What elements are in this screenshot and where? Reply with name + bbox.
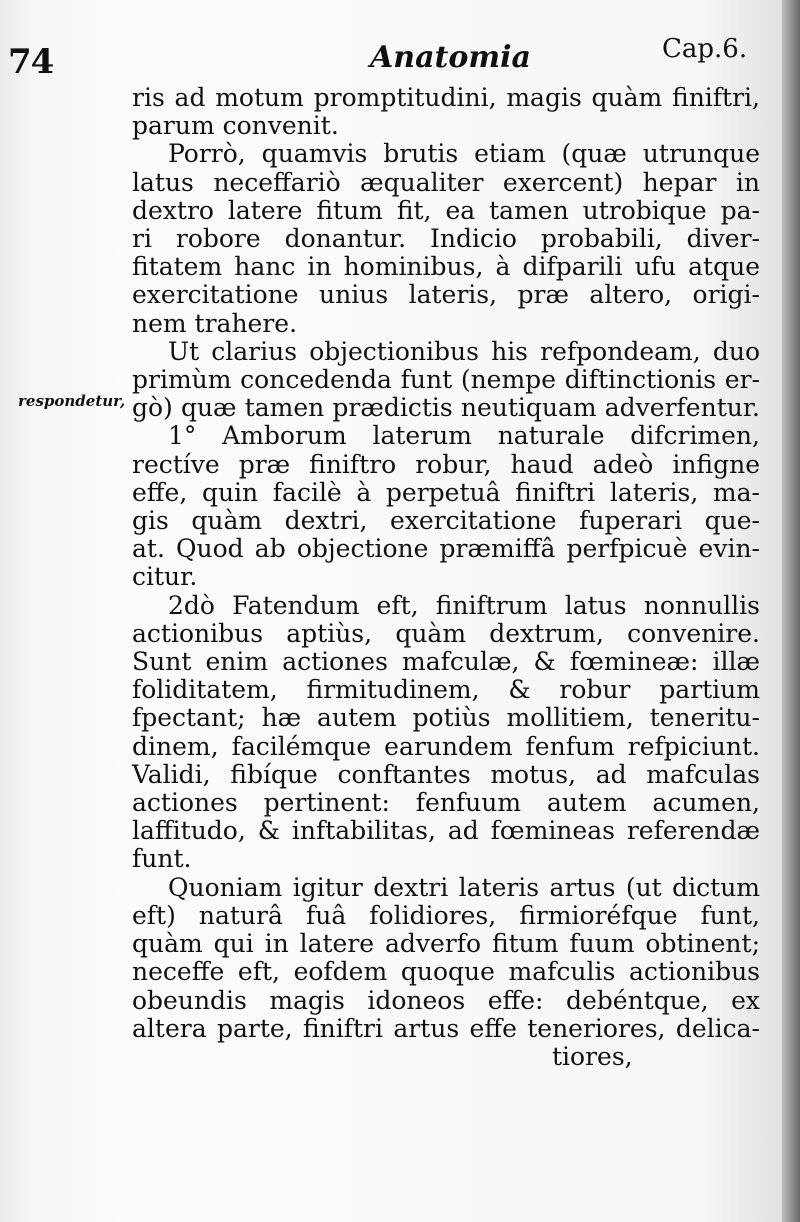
- text-line: dextro latere fitum fit, ea tamen utrobique pa-: [132, 195, 760, 225]
- text-line: neceffe eft, eofdem quoque mafculis actionibus: [132, 957, 760, 987]
- text-line: gis quàm dextri, exercitatione fuperari que-: [132, 506, 760, 536]
- running-title: Anatomia: [370, 40, 531, 75]
- text-line: primùm concedenda funt (nempe diftinctionis er-: [132, 365, 760, 395]
- text-line: altera parte, finiftri artus effe teneriores, delica-: [132, 1013, 760, 1043]
- text-line: funt.: [132, 844, 192, 874]
- text-line: at. Quod ab objectione præmiffâ perfpicuè evin-: [132, 534, 760, 564]
- text-line: Sunt enim actiones mafculæ, & fœmineæ: illæ: [132, 647, 760, 677]
- text-line: quàm qui in latere adverfo fitum fuum obtinent;: [132, 929, 760, 959]
- text-line: obeundis magis idoneos effe: debéntque, ex: [132, 985, 760, 1015]
- text-line: effe, quin facilè à perpetuâ finiftri lateris, ma-: [132, 477, 760, 507]
- chapter-label: Cap.6.: [662, 34, 748, 64]
- margin-note: respondetur,: [18, 392, 126, 410]
- page-gutter-shadow: [782, 0, 800, 1222]
- text-line: actionibus aptiùs, quàm dextrum, convenire.: [132, 618, 760, 648]
- text-line: Quoniam igitur dextri lateris artus (ut dictum: [168, 872, 760, 902]
- text-line: 2dò Fatendum eft, finiftrum latus nonnullis: [168, 590, 760, 620]
- body-text: [132, 84, 760, 1071]
- text-line: Validi, fibíque conftantes motus, ad mafculas: [132, 759, 760, 789]
- text-line: parum convenit.: [132, 111, 339, 141]
- catchword: tiores,: [552, 1041, 633, 1071]
- text-line: latus neceffariò æqualiter exercent) hepar in: [132, 167, 760, 197]
- text-line: nem trahere.: [132, 308, 298, 338]
- text-line: fpectant; hæ autem potiùs mollitiem, teneritu-: [132, 703, 760, 733]
- text-line: eft) naturâ fuâ folidiores, firmioréfque funt,: [132, 900, 760, 930]
- text-line: Ut clarius objectionibus his refpondeam, duo: [168, 336, 760, 366]
- text-line: citur.: [132, 562, 198, 592]
- text-line: exercitatione unius lateris, præ altero, origi-: [132, 280, 760, 310]
- text-line: fitatem hanc in hominibus, à difparili ufu atque: [132, 252, 760, 282]
- text-line: 1° Amborum laterum naturale difcrimen,: [168, 421, 760, 451]
- text-line: gò) quæ tamen prædictis neutiquam adverfentur.: [132, 393, 760, 423]
- text-line: ris ad motum promptitudini, magis quàm finiftri,: [132, 83, 760, 112]
- text-line: foliditatem, firmitudinem, & robur partium: [132, 675, 760, 705]
- text-line: laffitudo, & inftabilitas, ad fœmineas referendæ: [132, 816, 760, 846]
- text-line: actiones pertinent: fenfuum autem acumen,: [132, 788, 760, 818]
- text-line: Porrò, quamvis brutis etiam (quæ utrunque: [168, 139, 760, 169]
- text-line: rectíve præ finiftro robur, haud adeò infigne: [132, 449, 760, 479]
- text-line: ri robore donantur. Indicio probabili, diver-: [132, 224, 760, 254]
- page-number: 74: [8, 42, 54, 82]
- text-line: dinem, facilémque earundem fenfum refpiciunt.: [132, 731, 760, 761]
